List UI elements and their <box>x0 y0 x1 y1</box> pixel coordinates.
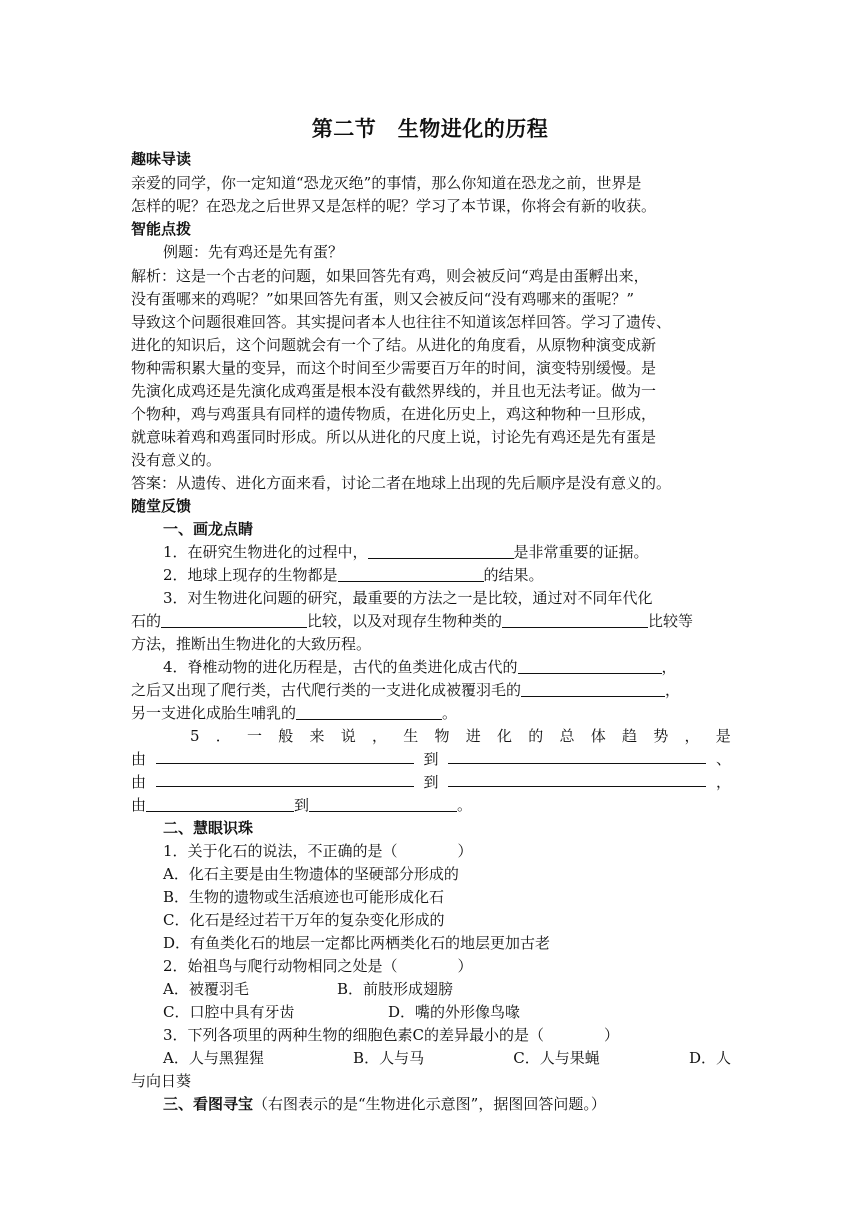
fill-question-2: 2．地球上现存的生物都是 的结果。 <box>163 566 544 584</box>
choice-option-1d[interactable]: D．有鱼类化石的地层一定都比两栖类化石的地层更加古老 <box>163 934 551 952</box>
page-title: 第二节 生物进化的历程 <box>311 117 549 141</box>
fill-question-4-line-3: 另一支进化成胎生哺乳的 。 <box>131 704 458 722</box>
answer-blank[interactable] <box>502 612 648 628</box>
analysis-line-4: 进化的知识后，这个问题就会有一个了结。从进化的角度看，从原物种演变成新 <box>131 336 657 354</box>
part3-heading: 三、看图寻宝 <box>163 1095 254 1113</box>
analysis-line-6: 先演化成鸡还是先演化成鸡蛋是根本没有截然界线的，并且也无法考证。做为一 <box>131 382 657 400</box>
section-heading-quwei: 趣味导读 <box>131 150 192 168</box>
section-heading-suitang: 随堂反馈 <box>131 497 192 515</box>
answer-blank[interactable] <box>448 771 706 787</box>
choice-option-2b[interactable]: B．前肢形成翅膀 <box>337 980 454 998</box>
analysis-line-2: 没有蛋哪来的鸡呢？”如果回答先有蛋，则又会被反问“没有鸡哪来的蛋呢？” <box>131 290 635 308</box>
part2-heading: 二、慧眼识珠 <box>163 819 254 837</box>
choice-option-3b[interactable]: B．人与马 <box>353 1049 425 1067</box>
fill-question-3-line-3: 方法，推断出生物进化的大致历程。 <box>131 635 372 653</box>
choice-option-3d[interactable]: D．人 <box>688 1049 731 1067</box>
choice-option-2d[interactable]: D．嘴的外形像鸟喙 <box>388 1003 521 1021</box>
choice-option-row-2a <box>163 978 763 1000</box>
analysis-line-9: 没有意义的。 <box>131 451 222 469</box>
fill-question-5-line-1: 5 ． 一 般 来 说 ， 生 物 进 化 的 总 体 趋 势 ， 是 <box>190 727 731 745</box>
part3-line <box>163 1093 763 1115</box>
part3-instructions: （右图表示的是“生物进化示意图”，据图回答问题。） <box>253 1095 606 1113</box>
analysis-line-1: 解析：这是一个古老的问题，如果回答先有鸡，则会被反问“鸡是由蛋孵出来， <box>131 267 649 285</box>
fill-question-3-line-1: 3．对生物进化问题的研究，最重要的方法之一是比较，通过对不同年代化 <box>163 589 653 607</box>
answer-line: 答案：从遗传、进化方面来看，讨论二者在地球上出现的先后顺序是没有意义的。 <box>131 474 672 492</box>
answer-blank[interactable] <box>156 771 414 787</box>
answer-blank[interactable] <box>338 566 484 582</box>
choice-option-3d-wrap: 与向日葵 <box>131 1072 192 1090</box>
analysis-line-7: 个物种，鸡与鸡蛋具有同样的遗传物质，在进化历史上，鸡这种物种一旦形成， <box>131 405 657 423</box>
choice-question-1: 1．关于化石的说法，不正确的是（ ） <box>163 842 473 860</box>
intro-line-2: 怎样的呢？在恐龙之后世界又是怎样的呢？学习了本节课，你将会有新的收获。 <box>131 197 657 215</box>
choice-option-2c[interactable]: C．口腔中具有牙齿 <box>163 1003 295 1021</box>
answer-blank[interactable] <box>156 748 414 764</box>
choice-option-2a[interactable]: A．被覆羽毛 <box>163 980 249 998</box>
fill-question-1: 1．在研究生物进化的过程中， 是非常重要的证据。 <box>163 543 649 561</box>
fill-question-5-line-3: 由 到 ， <box>131 773 731 791</box>
fill-question-5-line-4: 由 到 。 <box>131 796 473 814</box>
part1-heading: 一、画龙点睛 <box>163 520 254 538</box>
choice-option-row-3 <box>163 1047 731 1069</box>
choice-option-row-2b <box>163 1001 763 1023</box>
fill-question-4-line-1: 4．脊椎动物的进化历程是，古代的鱼类进化成古代的 ， <box>163 658 677 676</box>
choice-option-1a[interactable]: A．化石主要是由生物遗体的坚硬部分形成的 <box>163 865 459 883</box>
fill-question-4-line-2: 之后又出现了爬行类，古代爬行类的一支进化成被覆羽毛的 ， <box>131 681 681 699</box>
answer-blank[interactable] <box>368 543 514 559</box>
analysis-line-5: 物种需积累大量的变异，而这个时间至少需要百万年的时间，演变特别缓慢。是 <box>131 359 657 377</box>
choice-option-1c[interactable]: C．化石是经过若干万年的复杂变化形成的 <box>163 911 445 929</box>
answer-blank[interactable] <box>309 796 457 812</box>
choice-option-3c[interactable]: C．人与果蝇 <box>513 1049 600 1067</box>
fill-question-3-line-2: 石的 比较，以及对现存生物种类的 比较等 <box>131 612 694 630</box>
choice-option-3a[interactable]: A．人与黑猩猩 <box>163 1049 264 1067</box>
choice-option-1b[interactable]: B．生物的遗物或生活痕迹也可能形成化石 <box>163 888 445 906</box>
choice-question-2: 2．始祖鸟与爬行动物相同之处是（ ） <box>163 957 473 975</box>
answer-blank[interactable] <box>161 612 307 628</box>
fill-question-5-line-2: 由 到 、 <box>131 750 731 768</box>
analysis-line-8: 就意味着鸡和鸡蛋同时形成。所以从进化的尺度上说，讨论先有鸡还是先有蛋是 <box>131 428 657 446</box>
choice-question-3: 3．下列各项里的两种生物的细胞色素C的差异最小的是（ ） <box>163 1026 620 1044</box>
answer-blank[interactable] <box>146 796 294 812</box>
intro-line-1: 亲爱的同学，你一定知道“恐龙灭绝”的事情，那么你知道在恐龙之前，世界是 <box>131 174 642 192</box>
answer-blank[interactable] <box>521 681 665 697</box>
example-question: 例题：先有鸡还是先有蛋？ <box>163 243 344 261</box>
answer-blank[interactable] <box>448 748 706 764</box>
analysis-line-3: 导致这个问题很难回答。其实提问者本人也往往不知道该怎样回答。学习了遗传、 <box>131 313 672 331</box>
answer-blank[interactable] <box>296 704 442 720</box>
section-heading-zhineng: 智能点拨 <box>131 220 192 238</box>
answer-blank[interactable] <box>518 658 662 674</box>
